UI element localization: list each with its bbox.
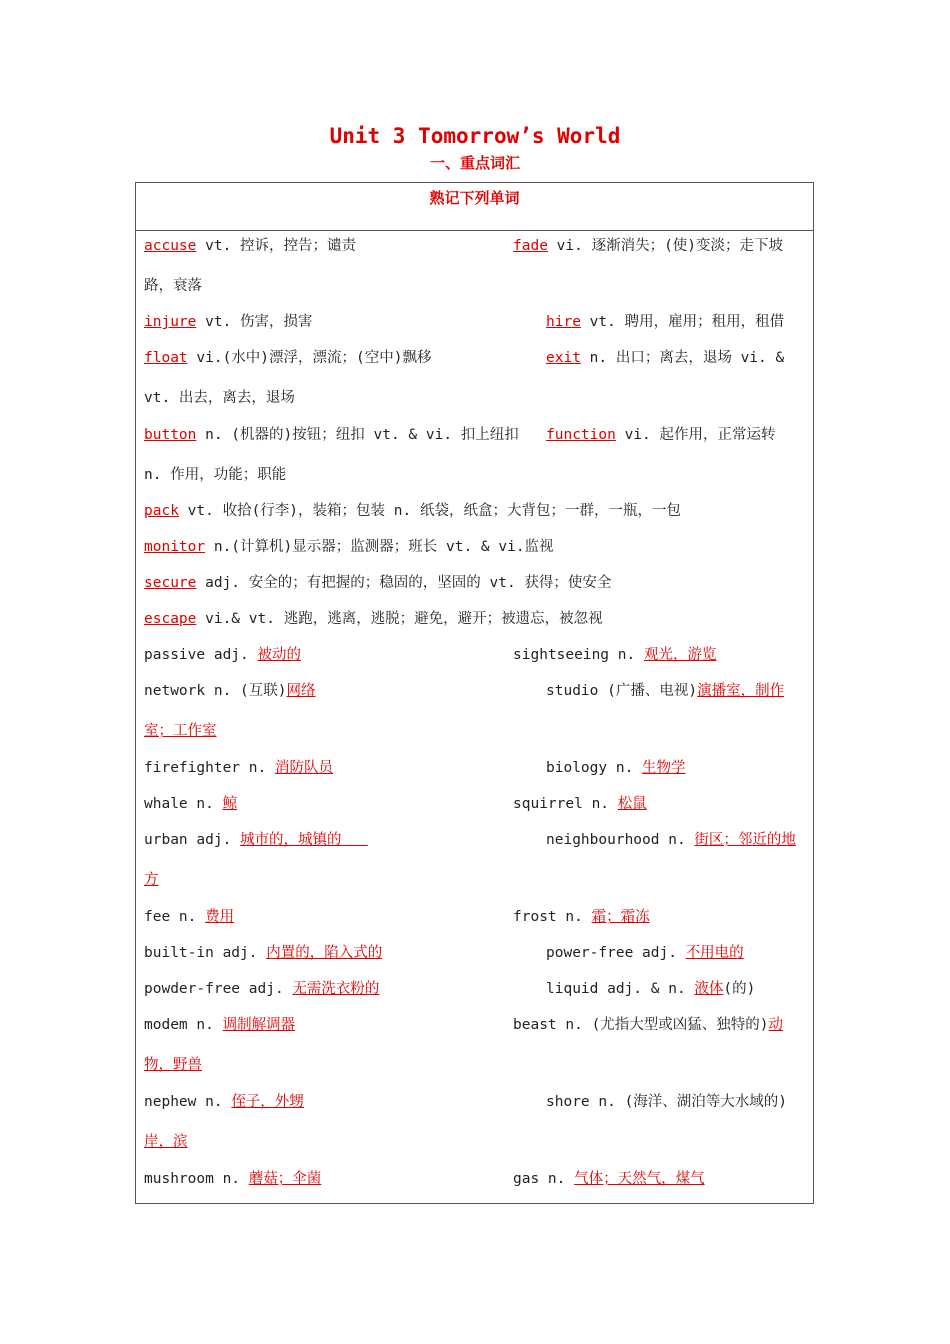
- vocab-line-continuation: n. 作用，功能；职能: [144, 467, 287, 483]
- quiz-entry: network n. (互联)网络: [144, 683, 316, 699]
- vocab-word: pack: [144, 503, 179, 519]
- quiz-line: [144, 978, 806, 1000]
- quiz-entry: modem n. 调制解调器: [144, 1017, 296, 1033]
- quiz-entry: shore n. (海洋、湖泊等大水域的): [546, 1094, 788, 1110]
- vocab-entry: float vi.(水中)漂浮，漂流；(空中)飘移: [144, 350, 432, 366]
- quiz-line: [144, 942, 806, 964]
- vocab-line: [144, 572, 806, 594]
- quiz-entry: biology n. 生物学: [546, 760, 686, 776]
- vocab-line: [144, 424, 806, 446]
- quiz-line: [144, 829, 806, 851]
- quiz-entry: built-in adj. 内置的，陷入式的: [144, 945, 383, 961]
- quiz-line: [144, 757, 806, 779]
- vocab-line: [144, 347, 806, 369]
- quiz-line-continuation: 室；工作室: [144, 723, 217, 739]
- vocab-line-continuation: vt. 出去，离去，退场: [144, 390, 295, 406]
- quiz-entry: beast n. (尤指大型或凶猛、独特的)动: [513, 1017, 784, 1033]
- vocab-definition: adj. 安全的；有把握的；稳固的，坚固的 vt. 获得；使安全: [196, 575, 612, 591]
- quiz-entry: neighbourhood n. 街区；邻近的地: [546, 832, 796, 848]
- vocab-line: [144, 500, 806, 522]
- quiz-entry: nephew n. 侄子，外甥: [144, 1094, 304, 1110]
- vocab-word: secure: [144, 575, 197, 591]
- section-heading: 一、重点词汇: [429, 154, 520, 172]
- vocab-entry: accuse vt. 控诉，控告；谴责: [144, 238, 357, 254]
- vocab-entry: function vi. 起作用，正常运转: [546, 427, 776, 443]
- quiz-line-continuation: 岸，滨: [144, 1134, 188, 1150]
- quiz-line: [144, 644, 806, 666]
- vocab-entry: hire vt. 聘用，雇用；租用，租借: [546, 314, 785, 330]
- page-title: Unit 3 Tomorrow’s World: [329, 124, 621, 148]
- vocab-line: [144, 536, 806, 558]
- vocab-definition: vi.& vt. 逃跑，逃离，逃脱；避免，避开；被遗忘，被忽视: [196, 611, 603, 627]
- quiz-line: [144, 793, 806, 815]
- quiz-line: [144, 906, 806, 928]
- quiz-entry: power-free adj. 不用电的: [546, 945, 744, 961]
- vocab-entry: fade vi. 逐渐消失；(使)变淡；走下坡: [513, 238, 784, 254]
- vocab-definition: n.(计算机)显示器；监测器；班长 vt. & vi.监视: [205, 539, 554, 555]
- vocab-entry: button n. (机器的)按钮；纽扣 vt. & vi. 扣上纽扣: [144, 427, 519, 443]
- quiz-line: [144, 680, 806, 702]
- quiz-entry: whale n. 鲸: [144, 796, 238, 812]
- quiz-entry: urban adj. 城市的，城镇的: [144, 832, 342, 848]
- quiz-entry: liquid adj. & n. 液体(的): [546, 981, 756, 997]
- quiz-line: [144, 1168, 806, 1190]
- quiz-entry: studio (广播、电视)演播室，制作: [546, 683, 785, 699]
- quiz-entry: passive adj. 被动的: [144, 647, 301, 663]
- vocab-line: [144, 311, 806, 333]
- vocab-entry: exit n. 出口；离去，退场 vi. &: [546, 350, 785, 366]
- vocab-entry: injure vt. 伤害，损害: [144, 314, 313, 330]
- vocab-line: [144, 608, 806, 630]
- vocab-definition: vt. 收拾(行李)，装箱；包装 n. 纸袋，纸盒；大背包；一群，一瓶，一包: [178, 503, 681, 519]
- quiz-entry: mushroom n. 蘑菇；伞菌: [144, 1171, 322, 1187]
- quiz-entry: powder-free adj. 无需洗衣粉的: [144, 981, 380, 997]
- quiz-line-continuation: 物，野兽: [144, 1057, 202, 1073]
- vocab-word: escape: [144, 611, 197, 627]
- vocab-line-continuation: 路，衰落: [144, 278, 202, 294]
- quiz-entry: frost n. 霜；霜冻: [513, 909, 650, 925]
- quiz-entry: squirrel n. 松鼠: [513, 796, 647, 812]
- quiz-line: [144, 1014, 806, 1036]
- quiz-line-continuation: 方: [144, 872, 159, 888]
- quiz-entry: gas n. 气体；天然气，煤气: [513, 1171, 705, 1187]
- vocabulary-table: [135, 182, 814, 1204]
- quiz-entry: fee n. 费用: [144, 909, 235, 925]
- vocab-line: [144, 235, 806, 257]
- quiz-entry: sightseeing n. 观光，游览: [513, 647, 717, 663]
- quiz-entry: firefighter n. 消防队员: [144, 760, 333, 776]
- table-header: 熟记下列单词: [136, 183, 813, 231]
- quiz-line: [144, 1091, 806, 1113]
- vocab-word: monitor: [144, 539, 206, 555]
